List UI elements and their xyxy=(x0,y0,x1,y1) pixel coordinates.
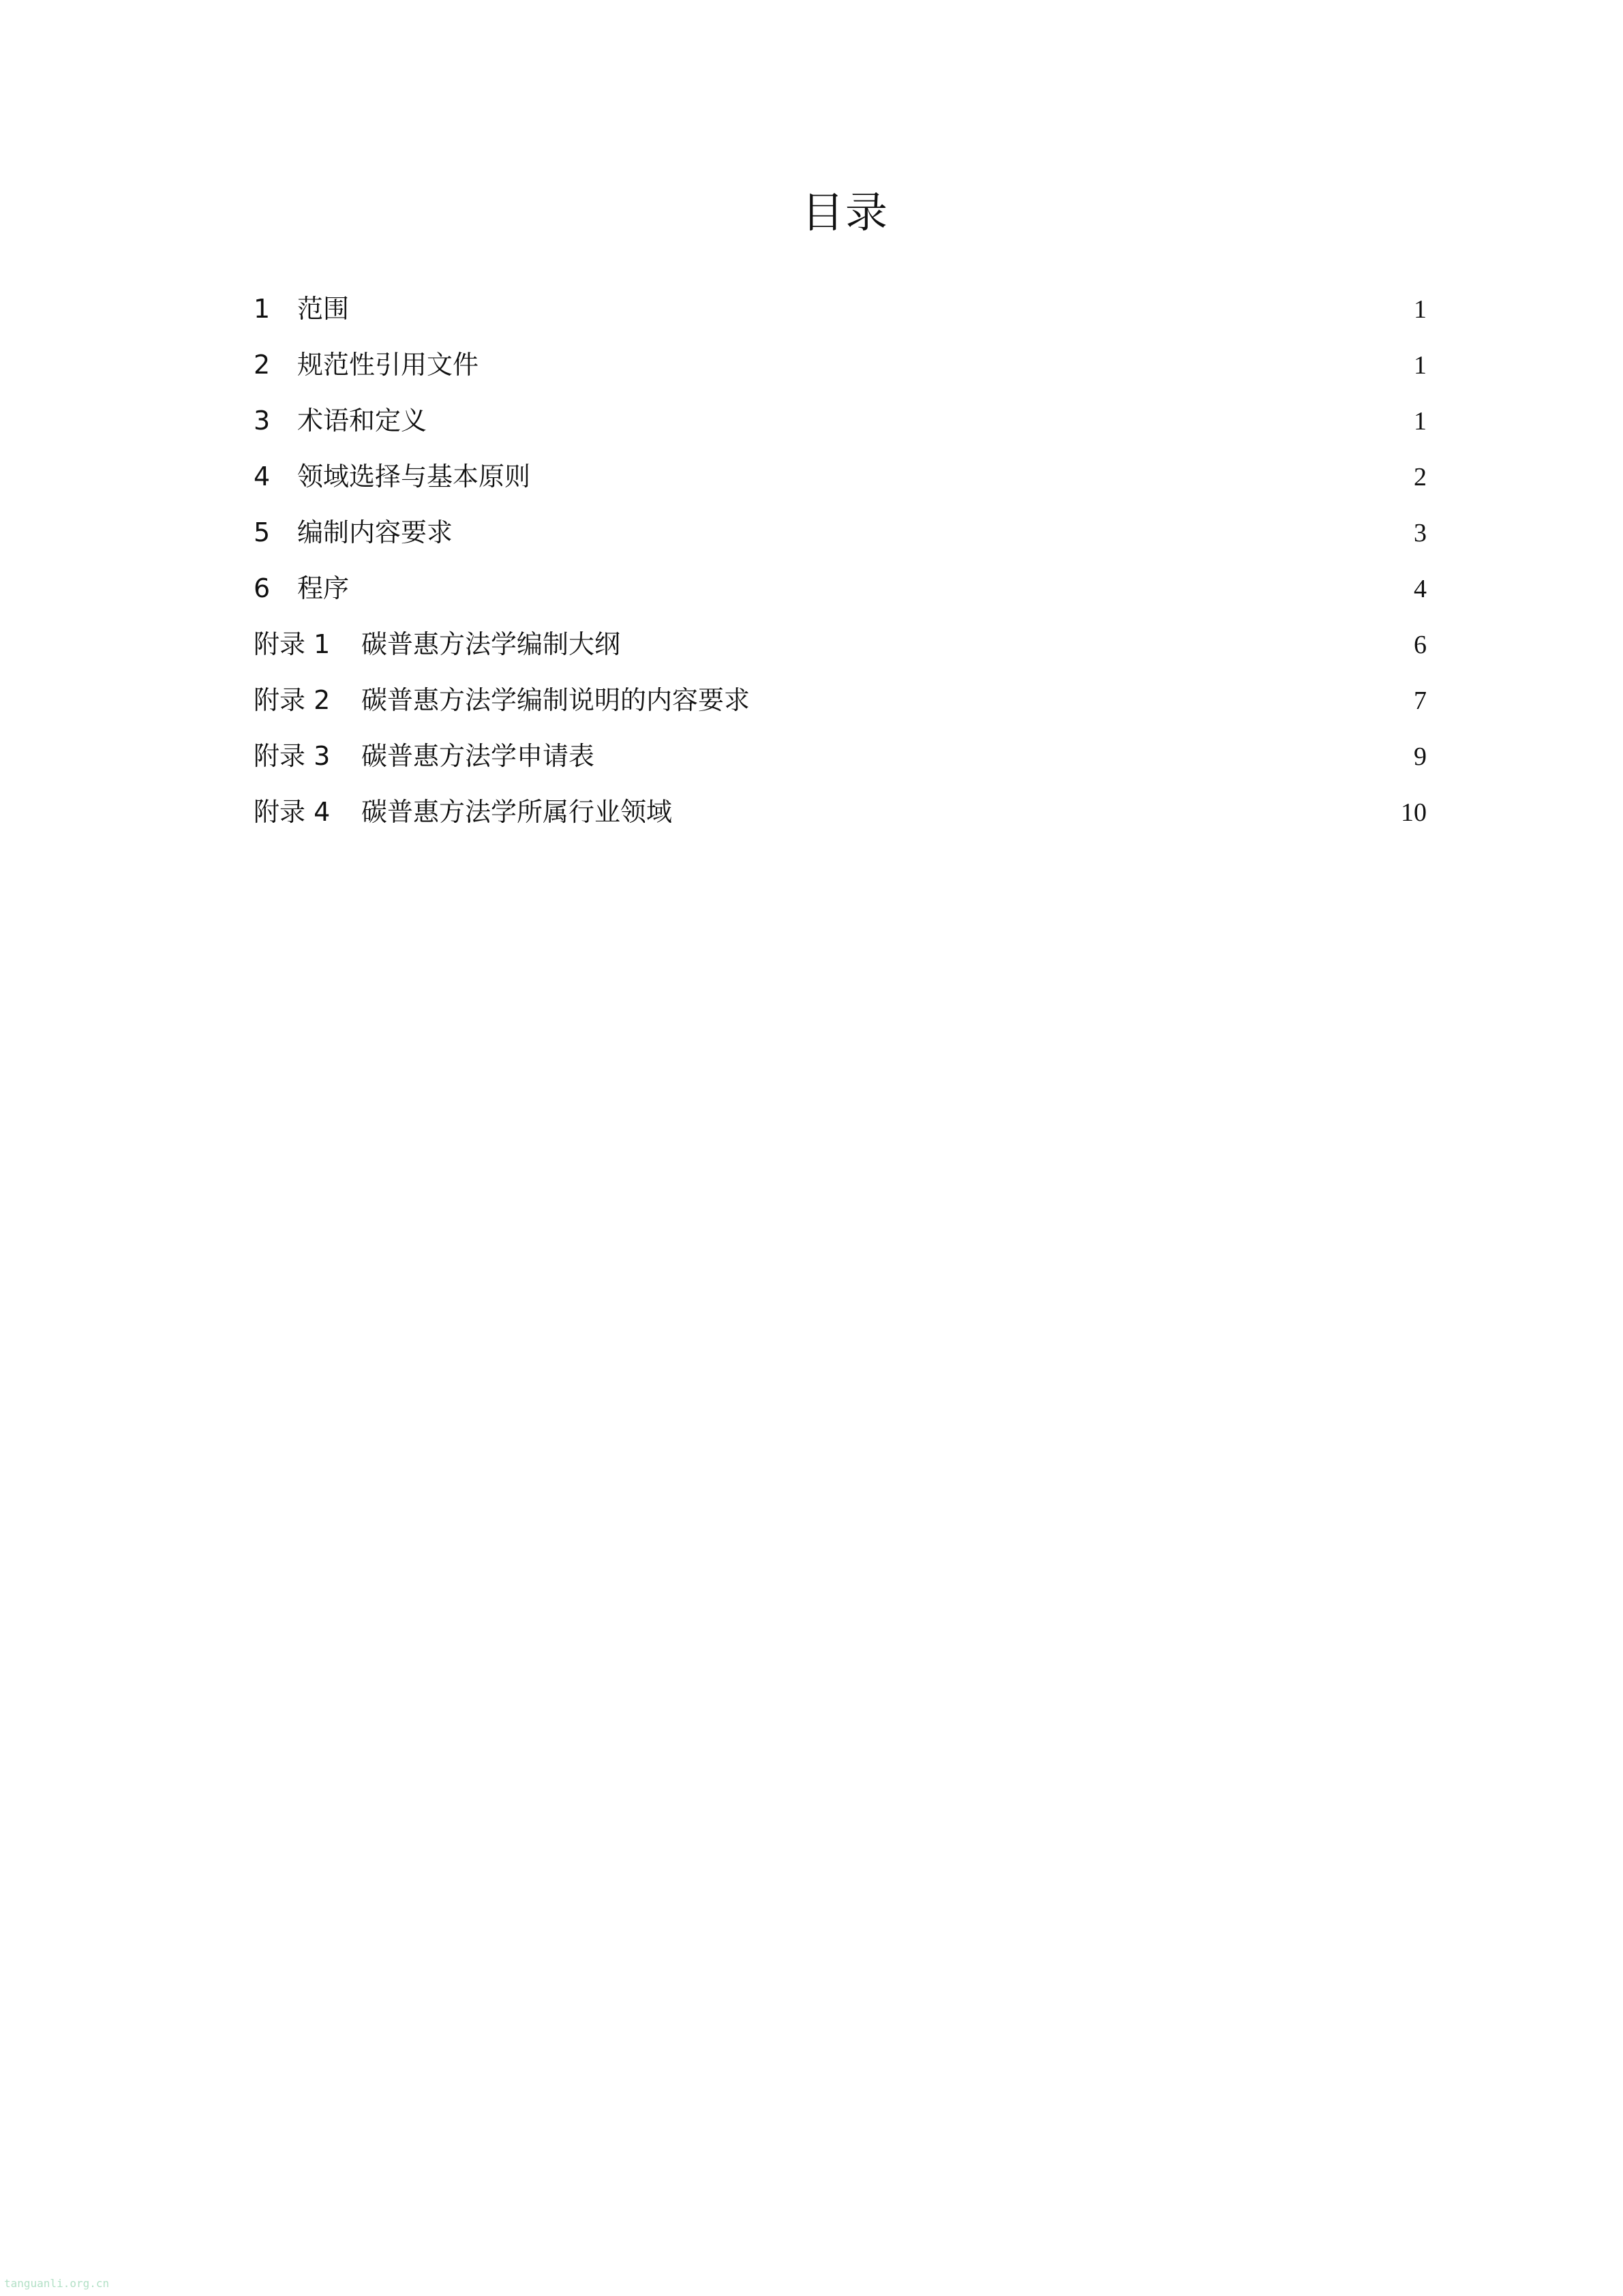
toc-entry-title: 碳普惠方法学编制大纲 xyxy=(361,629,621,659)
toc-entry-5[interactable] xyxy=(254,504,1427,560)
toc-entry-page: 9 xyxy=(1414,742,1427,771)
toc-entry-title: 碳普惠方法学所属行业领域 xyxy=(361,797,673,827)
toc-entry-page: 2 xyxy=(1414,463,1427,492)
toc-entry-number: 附录 4 xyxy=(254,797,331,827)
toc-entry-title: 碳普惠方法学申请表 xyxy=(361,741,595,771)
toc-entry-title: 领域选择与基本原则 xyxy=(297,462,531,492)
watermark-text: tanguanli.org.cn xyxy=(4,2277,110,2290)
toc-entry-1[interactable] xyxy=(254,281,1427,337)
toc-entry-title: 术语和定义 xyxy=(297,406,427,436)
toc-entry-page: 4 xyxy=(1414,575,1427,603)
toc-entry-title: 范围 xyxy=(297,294,350,324)
toc-dot-leader xyxy=(483,349,1410,375)
toc-entry-page: 7 xyxy=(1414,686,1427,715)
toc-list xyxy=(254,281,1427,840)
toc-entry-page: 1 xyxy=(1414,407,1427,436)
toc-entry-number: 附录 3 xyxy=(254,741,331,771)
toc-entry-number: 1 xyxy=(254,294,271,324)
toc-entry-title: 碳普惠方法学编制说明的内容要求 xyxy=(361,685,750,715)
toc-entry-page: 6 xyxy=(1414,631,1427,659)
toc-dot-leader xyxy=(676,796,1397,822)
toc-entry-number: 5 xyxy=(254,517,271,547)
toc-entry-2[interactable] xyxy=(254,337,1427,393)
toc-dot-leader xyxy=(353,293,1410,319)
toc-entry-title: 规范性引用文件 xyxy=(297,350,479,380)
toc-dot-leader xyxy=(457,517,1410,543)
toc-entry-page: 10 xyxy=(1401,798,1427,827)
toc-entry-appendix-3[interactable] xyxy=(254,728,1427,784)
toc-dot-leader xyxy=(754,684,1410,710)
toc-entry-title: 程序 xyxy=(297,573,350,603)
toc-entry-title: 编制内容要求 xyxy=(297,517,453,547)
toc-entry-appendix-2[interactable] xyxy=(254,672,1427,728)
toc-dot-leader xyxy=(534,461,1410,487)
toc-dot-leader xyxy=(598,740,1410,766)
toc-dot-leader xyxy=(624,629,1410,654)
toc-entry-page: 1 xyxy=(1414,351,1427,380)
toc-entry-number: 6 xyxy=(254,573,271,603)
toc-entry-4[interactable] xyxy=(254,449,1427,504)
toc-entry-number: 4 xyxy=(254,462,271,492)
toc-entry-page: 3 xyxy=(1414,519,1427,547)
toc-title: 目录 xyxy=(801,187,889,237)
toc-entry-number: 2 xyxy=(254,350,271,380)
toc-entry-appendix-4[interactable] xyxy=(254,784,1427,840)
toc-entry-number: 附录 2 xyxy=(254,685,331,715)
toc-entry-number: 3 xyxy=(254,406,271,436)
toc-entry-page: 1 xyxy=(1414,295,1427,324)
toc-entry-appendix-1[interactable] xyxy=(254,616,1427,672)
toc-entry-6[interactable] xyxy=(254,560,1427,616)
toc-entry-number: 附录 1 xyxy=(254,629,331,659)
toc-entry-3[interactable] xyxy=(254,393,1427,449)
toc-dot-leader xyxy=(431,405,1410,431)
toc-dot-leader xyxy=(353,573,1410,599)
